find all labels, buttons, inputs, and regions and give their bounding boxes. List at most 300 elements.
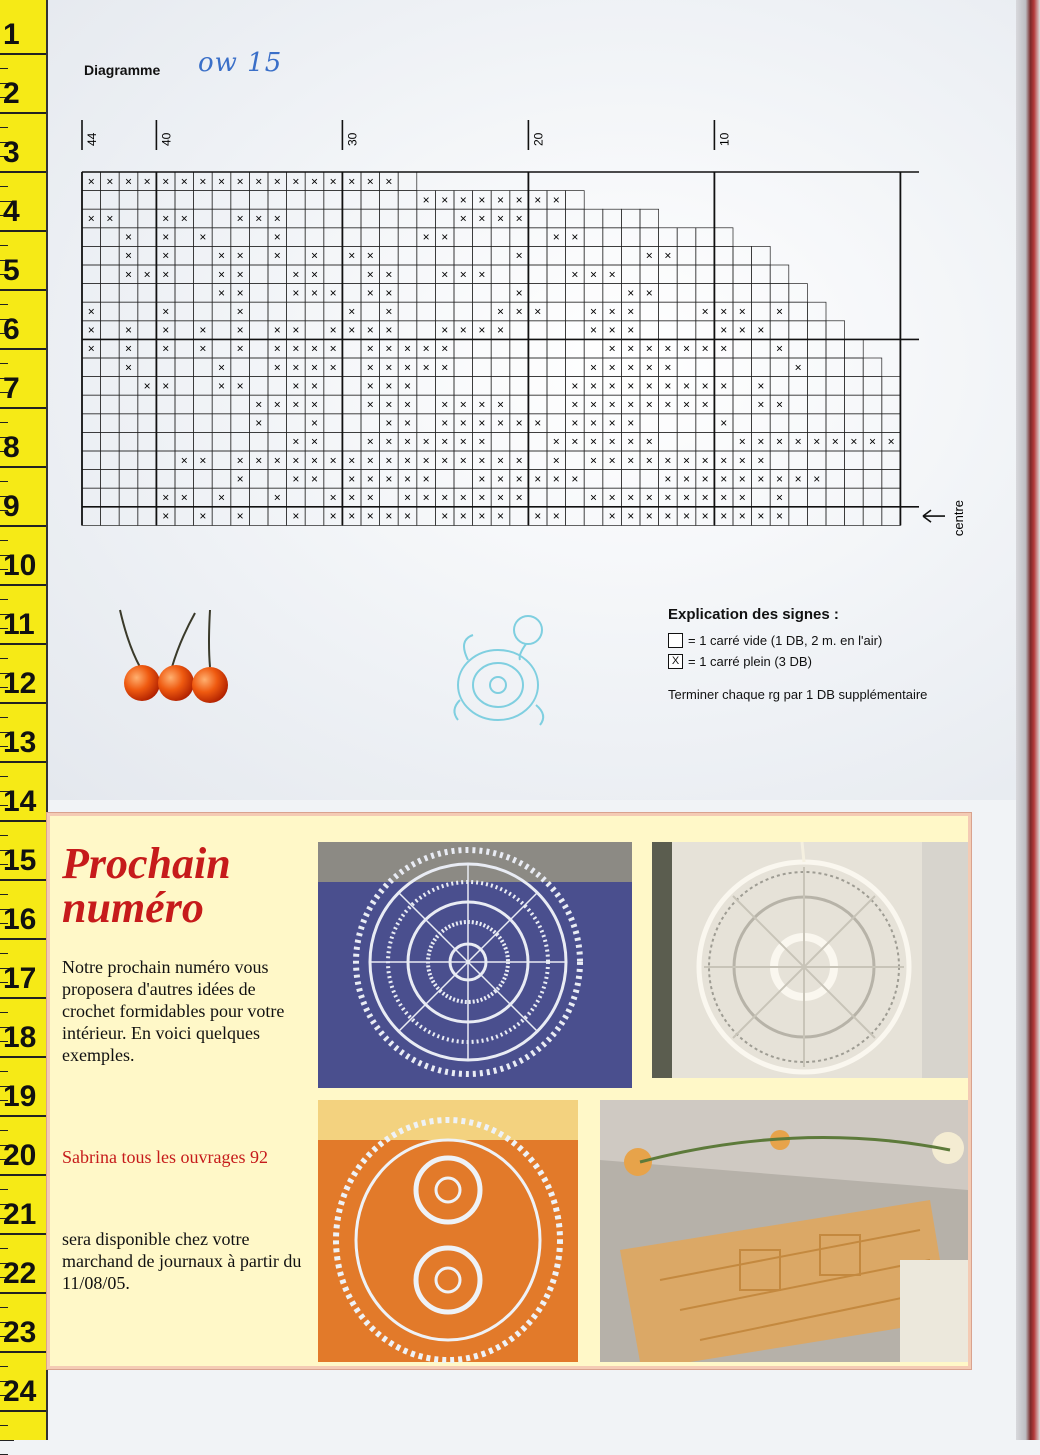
grid-cell bbox=[342, 209, 361, 228]
ruler-number-16: 16 bbox=[3, 903, 37, 936]
grid-cell bbox=[305, 209, 324, 228]
filled-cell-mark: × bbox=[162, 211, 170, 226]
filled-cell-mark: × bbox=[422, 192, 430, 207]
filled-cell-mark: × bbox=[217, 490, 226, 505]
filled-cell-mark: × bbox=[255, 453, 263, 468]
filled-cell-mark: × bbox=[664, 248, 672, 263]
grid-cell bbox=[342, 228, 361, 247]
grid-cell bbox=[212, 432, 231, 451]
filled-cell-mark: × bbox=[720, 416, 728, 431]
ruler-number-10: 10 bbox=[3, 549, 37, 582]
grid-cell bbox=[752, 284, 771, 303]
grid-cell bbox=[547, 339, 566, 358]
filled-cell-mark: × bbox=[329, 174, 337, 189]
filled-cell-mark: × bbox=[608, 378, 616, 393]
filled-cell-mark: × bbox=[292, 267, 300, 282]
filled-cell-mark: × bbox=[589, 323, 598, 338]
filled-cell-mark: × bbox=[496, 323, 505, 338]
grid-cell bbox=[510, 265, 529, 284]
filled-cell-mark: × bbox=[589, 304, 598, 319]
filled-cell-mark: × bbox=[422, 230, 430, 245]
grid-cell bbox=[807, 395, 826, 414]
ruler-number-21: 21 bbox=[3, 1198, 37, 1231]
filled-cell-mark: × bbox=[162, 509, 170, 524]
grid-cell bbox=[770, 451, 789, 470]
grid-cell bbox=[417, 302, 436, 321]
grid-cell bbox=[826, 451, 845, 470]
ruler-subtick bbox=[0, 1130, 8, 1131]
filled-cell-mark: × bbox=[608, 323, 616, 338]
filled-cell-mark: × bbox=[496, 304, 505, 319]
filled-cell-mark: × bbox=[124, 341, 133, 356]
grid-cell bbox=[398, 191, 417, 210]
grid-cell bbox=[268, 265, 287, 284]
grid-cell bbox=[287, 209, 306, 228]
grid-cell bbox=[882, 395, 901, 414]
filled-cell-mark: × bbox=[385, 434, 393, 449]
filled-cell-mark: × bbox=[441, 509, 449, 524]
grid-cell bbox=[101, 191, 120, 210]
grid-cell bbox=[249, 507, 268, 526]
ruler-subtick bbox=[0, 1012, 8, 1013]
grid-cell bbox=[603, 209, 622, 228]
grid-cell bbox=[417, 321, 436, 340]
grid-cell bbox=[212, 209, 231, 228]
grid-cell bbox=[566, 339, 585, 358]
grid-cell bbox=[528, 488, 547, 507]
grid-cell bbox=[473, 339, 492, 358]
filled-cell-mark: × bbox=[385, 267, 393, 282]
filled-cell-mark: × bbox=[496, 471, 505, 486]
filled-cell-mark: × bbox=[422, 434, 430, 449]
filled-cell-mark: × bbox=[292, 397, 300, 412]
filled-cell-mark: × bbox=[701, 509, 709, 524]
ruler-tick bbox=[0, 879, 46, 881]
grid-cell bbox=[417, 246, 436, 265]
grid-cell bbox=[175, 321, 194, 340]
filled-cell-mark: × bbox=[236, 174, 244, 189]
filled-cell-mark: × bbox=[366, 248, 374, 263]
grid-cell bbox=[752, 339, 771, 358]
ruler-number-15: 15 bbox=[3, 844, 37, 877]
grid-cell bbox=[194, 302, 213, 321]
grid-cell bbox=[491, 228, 510, 247]
grid-cell bbox=[175, 377, 194, 396]
grid-cell bbox=[863, 377, 882, 396]
grid-cell bbox=[807, 451, 826, 470]
grid-cell bbox=[417, 414, 436, 433]
grid-cell bbox=[845, 451, 864, 470]
filled-cell-mark: × bbox=[664, 360, 672, 375]
grid-cell bbox=[547, 377, 566, 396]
ruler-tick bbox=[0, 997, 46, 999]
grid-cell bbox=[677, 432, 696, 451]
grid-cell bbox=[491, 377, 510, 396]
grid-cell bbox=[640, 209, 659, 228]
grid-cell bbox=[212, 302, 231, 321]
grid-cell bbox=[752, 358, 771, 377]
filled-cell-mark: × bbox=[403, 378, 412, 393]
filled-cell-mark: × bbox=[496, 416, 505, 431]
grid-cell bbox=[435, 284, 454, 303]
filled-cell-mark: × bbox=[701, 453, 709, 468]
grid-cell bbox=[305, 321, 324, 340]
grid-cell bbox=[175, 358, 194, 377]
grid-cell bbox=[882, 377, 901, 396]
filled-cell-mark: × bbox=[645, 434, 653, 449]
grid-cell bbox=[659, 284, 678, 303]
grid-cell bbox=[454, 377, 473, 396]
ruler-tick bbox=[0, 53, 46, 55]
grid-cell bbox=[194, 432, 213, 451]
filled-cell-mark: × bbox=[310, 471, 319, 486]
filled-cell-mark: × bbox=[143, 267, 151, 282]
filled-cell-mark: × bbox=[348, 471, 356, 486]
grid-cell bbox=[119, 395, 138, 414]
grid-cell bbox=[305, 228, 324, 247]
grid-cell bbox=[268, 414, 287, 433]
grid-cell bbox=[119, 414, 138, 433]
grid-cell bbox=[287, 414, 306, 433]
grid-cell bbox=[528, 284, 547, 303]
grid-cell bbox=[101, 265, 120, 284]
filled-cell-mark: × bbox=[775, 434, 784, 449]
grid-cell bbox=[101, 432, 120, 451]
grid-cell bbox=[82, 228, 101, 247]
filled-cell-mark: × bbox=[124, 248, 133, 263]
filled-cell-mark: × bbox=[589, 490, 598, 505]
grid-cell bbox=[528, 377, 547, 396]
grid-cell bbox=[863, 507, 882, 526]
grid-cell bbox=[566, 507, 585, 526]
filled-cell-mark: × bbox=[608, 434, 616, 449]
filled-cell-mark: × bbox=[459, 434, 467, 449]
ruler-tick bbox=[0, 171, 46, 173]
filled-cell-mark: × bbox=[292, 434, 300, 449]
filled-cell-mark: × bbox=[682, 490, 691, 505]
grid-cell bbox=[826, 377, 845, 396]
grid-cell bbox=[882, 488, 901, 507]
grid-cell bbox=[566, 284, 585, 303]
ruler-tick bbox=[0, 702, 46, 704]
ruler-subtick bbox=[0, 1425, 8, 1426]
ruler-subtick bbox=[0, 1440, 14, 1441]
ruler-subtick bbox=[0, 540, 8, 541]
grid-cell bbox=[342, 395, 361, 414]
filled-cell-mark: × bbox=[868, 434, 877, 449]
filled-cell-mark: × bbox=[478, 453, 486, 468]
filled-cell-mark: × bbox=[236, 211, 244, 226]
filled-cell-mark: × bbox=[701, 471, 709, 486]
filled-cell-mark: × bbox=[180, 211, 188, 226]
grid-cell bbox=[733, 414, 752, 433]
filled-cell-mark: × bbox=[459, 192, 467, 207]
grid-cell bbox=[510, 432, 529, 451]
centre-label: centre bbox=[951, 499, 966, 537]
grid-cell bbox=[752, 246, 771, 265]
filled-cell-mark: × bbox=[441, 192, 449, 207]
grid-cell bbox=[417, 395, 436, 414]
filled-cell-mark: × bbox=[571, 378, 579, 393]
grid-cell bbox=[491, 432, 510, 451]
filled-cell-mark: × bbox=[627, 397, 635, 412]
grid-cell bbox=[528, 321, 547, 340]
filled-cell-mark: × bbox=[571, 267, 579, 282]
ruler-tick bbox=[0, 407, 46, 409]
column-label-10: 10 bbox=[717, 132, 732, 146]
grid-cell bbox=[770, 321, 789, 340]
filled-cell-mark: × bbox=[682, 471, 691, 486]
grid-cell bbox=[547, 265, 566, 284]
filled-cell-mark: × bbox=[664, 471, 672, 486]
ruler-tick bbox=[0, 348, 46, 350]
filled-cell-mark: × bbox=[255, 174, 263, 189]
filled-cell-mark: × bbox=[589, 378, 598, 393]
filled-cell-mark: × bbox=[348, 453, 356, 468]
grid-cell bbox=[454, 339, 473, 358]
grid-cell bbox=[194, 265, 213, 284]
grid-cell bbox=[677, 265, 696, 284]
column-label-40: 40 bbox=[159, 132, 174, 146]
grid-cell bbox=[82, 284, 101, 303]
filled-cell-mark: × bbox=[348, 509, 356, 524]
grid-cell bbox=[677, 228, 696, 247]
column-label-30: 30 bbox=[345, 132, 360, 146]
filled-cell-mark: × bbox=[385, 471, 393, 486]
grid-cell bbox=[566, 451, 585, 470]
grid-cell bbox=[528, 265, 547, 284]
ruler-subtick bbox=[0, 599, 8, 600]
grid-cell bbox=[82, 395, 101, 414]
grid-cell bbox=[175, 395, 194, 414]
filled-cell-mark: × bbox=[627, 434, 635, 449]
filled-cell-mark: × bbox=[199, 453, 207, 468]
grid-cell bbox=[770, 284, 789, 303]
ruler-tick bbox=[0, 584, 46, 586]
filled-cell-mark: × bbox=[199, 323, 207, 338]
grid-cell bbox=[696, 358, 715, 377]
grid-cell bbox=[789, 284, 808, 303]
grid-cell bbox=[380, 246, 399, 265]
grid-cell bbox=[305, 507, 324, 526]
ruler-number-14: 14 bbox=[3, 785, 37, 818]
filled-cell-mark: × bbox=[775, 341, 784, 356]
grid-cell bbox=[659, 228, 678, 247]
grid-cell bbox=[621, 209, 640, 228]
grid-cell bbox=[640, 228, 659, 247]
filled-cell-mark: × bbox=[552, 230, 560, 245]
grid-cell bbox=[473, 377, 492, 396]
ruler-tick bbox=[0, 761, 46, 763]
grid-cell bbox=[566, 246, 585, 265]
grid-cell bbox=[324, 414, 343, 433]
filled-cell-mark: × bbox=[385, 378, 393, 393]
ruler-tick bbox=[0, 289, 46, 291]
filled-cell-mark: × bbox=[348, 304, 356, 319]
grid-cell bbox=[603, 246, 622, 265]
filled-cell-mark: × bbox=[292, 285, 300, 300]
filled-cell-mark: × bbox=[645, 397, 653, 412]
filled-cell-mark: × bbox=[775, 509, 784, 524]
filled-cell-mark: × bbox=[403, 341, 412, 356]
grid-cell bbox=[380, 488, 399, 507]
filled-cell-mark: × bbox=[162, 230, 170, 245]
grid-cell bbox=[82, 191, 101, 210]
filled-cell-mark: × bbox=[441, 453, 449, 468]
grid-cell bbox=[566, 488, 585, 507]
panel-title-line2: numéro bbox=[62, 883, 204, 932]
grid-cell bbox=[361, 209, 380, 228]
grid-cell bbox=[138, 246, 157, 265]
filled-cell-mark: × bbox=[720, 471, 728, 486]
grid-cell bbox=[696, 414, 715, 433]
grid-cell bbox=[696, 246, 715, 265]
filled-cell-mark: × bbox=[552, 434, 560, 449]
filled-cell-mark: × bbox=[552, 192, 560, 207]
grid-cell bbox=[175, 228, 194, 247]
grid-cell bbox=[175, 284, 194, 303]
grid-cell bbox=[380, 228, 399, 247]
grid-cell bbox=[510, 339, 529, 358]
filled-cell-mark: × bbox=[627, 490, 635, 505]
filled-cell-mark: × bbox=[534, 471, 542, 486]
grid-cell bbox=[528, 209, 547, 228]
grid-cell bbox=[566, 321, 585, 340]
filled-cell-mark: × bbox=[162, 248, 170, 263]
grid-cell bbox=[435, 377, 454, 396]
grid-cell bbox=[138, 358, 157, 377]
grid-cell bbox=[175, 339, 194, 358]
filled-cell-mark: × bbox=[310, 174, 319, 189]
grid-cell bbox=[714, 228, 733, 247]
filled-cell-mark: × bbox=[496, 490, 505, 505]
grid-cell bbox=[826, 395, 845, 414]
grid-cell bbox=[528, 358, 547, 377]
filled-cell-mark: × bbox=[459, 416, 467, 431]
grid-cell bbox=[101, 414, 120, 433]
filled-cell-mark: × bbox=[534, 192, 542, 207]
grid-cell bbox=[175, 265, 194, 284]
ruler-number-7: 7 bbox=[3, 372, 20, 405]
grid-cell bbox=[82, 414, 101, 433]
grid-cell bbox=[268, 302, 287, 321]
grid-cell bbox=[138, 488, 157, 507]
filled-cell-mark: × bbox=[441, 341, 449, 356]
filled-cell-mark: × bbox=[589, 360, 598, 375]
grid-cell bbox=[119, 432, 138, 451]
grid-cell bbox=[789, 302, 808, 321]
grid-cell bbox=[212, 470, 231, 489]
filled-cell-mark: × bbox=[534, 304, 542, 319]
filled-cell-mark: × bbox=[831, 434, 839, 449]
grid-cell bbox=[770, 265, 789, 284]
filled-cell-mark: × bbox=[459, 323, 467, 338]
grid-cell bbox=[789, 414, 808, 433]
filled-cell-mark: × bbox=[441, 490, 449, 505]
filled-cell-mark: × bbox=[255, 416, 263, 431]
grid-cell bbox=[342, 432, 361, 451]
grid-cell bbox=[491, 246, 510, 265]
grid-cell bbox=[249, 284, 268, 303]
filled-cell-mark: × bbox=[162, 267, 170, 282]
grid-cell bbox=[677, 302, 696, 321]
ruler-subtick bbox=[0, 658, 8, 659]
grid-cell bbox=[231, 488, 250, 507]
grid-cell bbox=[528, 228, 547, 247]
grid-cell bbox=[82, 246, 101, 265]
filled-cell-mark: × bbox=[310, 341, 319, 356]
grid-cell bbox=[696, 321, 715, 340]
filled-cell-mark: × bbox=[775, 397, 784, 412]
filled-cell-mark: × bbox=[348, 248, 356, 263]
grid-cell bbox=[249, 488, 268, 507]
legend-title: Explication des signes : bbox=[668, 606, 839, 623]
grid-cell bbox=[584, 470, 603, 489]
filled-cell-mark: × bbox=[552, 453, 560, 468]
filled-cell-mark: × bbox=[366, 490, 374, 505]
filled-cell-mark: × bbox=[627, 416, 635, 431]
filled-cell-mark: × bbox=[496, 192, 505, 207]
filled-cell-mark: × bbox=[738, 323, 746, 338]
filled-cell-mark: × bbox=[515, 471, 523, 486]
grid-cell bbox=[696, 228, 715, 247]
filled-cell-mark: × bbox=[441, 416, 449, 431]
filled-cell-mark: × bbox=[366, 341, 374, 356]
grid-cell bbox=[194, 470, 213, 489]
filled-cell-mark: × bbox=[608, 360, 616, 375]
grid-cell bbox=[101, 228, 120, 247]
ruler-number-13: 13 bbox=[3, 726, 37, 759]
panel-title bbox=[62, 839, 312, 932]
grid-cell bbox=[194, 284, 213, 303]
grid-cell bbox=[845, 414, 864, 433]
grid-cell bbox=[733, 284, 752, 303]
filled-cell-mark: × bbox=[515, 211, 523, 226]
grid-cell bbox=[733, 265, 752, 284]
ruler-subtick bbox=[0, 953, 8, 954]
ruler-tick bbox=[0, 1115, 46, 1117]
filled-cell-mark: × bbox=[589, 397, 598, 412]
grid-cell bbox=[882, 414, 901, 433]
grid-cell bbox=[845, 470, 864, 489]
grid-cell bbox=[659, 265, 678, 284]
grid-cell bbox=[324, 191, 343, 210]
grid-cell bbox=[138, 414, 157, 433]
filled-cell-mark: × bbox=[608, 267, 616, 282]
grid-cell bbox=[194, 395, 213, 414]
grid-cell bbox=[249, 265, 268, 284]
grid-cell bbox=[807, 321, 826, 340]
grid-cell bbox=[119, 451, 138, 470]
grid-cell bbox=[454, 470, 473, 489]
ruler-subtick bbox=[0, 304, 8, 305]
grid-cell bbox=[342, 191, 361, 210]
ruler-number-17: 17 bbox=[3, 962, 37, 995]
grid-cell bbox=[268, 470, 287, 489]
ruler-tick bbox=[0, 1056, 46, 1058]
filled-cell-mark: × bbox=[180, 174, 188, 189]
filled-cell-mark: × bbox=[422, 341, 430, 356]
grid-cell bbox=[733, 246, 752, 265]
grid-cell bbox=[621, 265, 640, 284]
filled-cell-mark: × bbox=[385, 323, 393, 338]
ruler-subtick bbox=[0, 835, 8, 836]
grid-cell bbox=[249, 302, 268, 321]
grid-cell bbox=[584, 507, 603, 526]
filled-cell-mark: × bbox=[664, 397, 672, 412]
grid-cell bbox=[175, 432, 194, 451]
filled-cell-mark: × bbox=[180, 453, 188, 468]
